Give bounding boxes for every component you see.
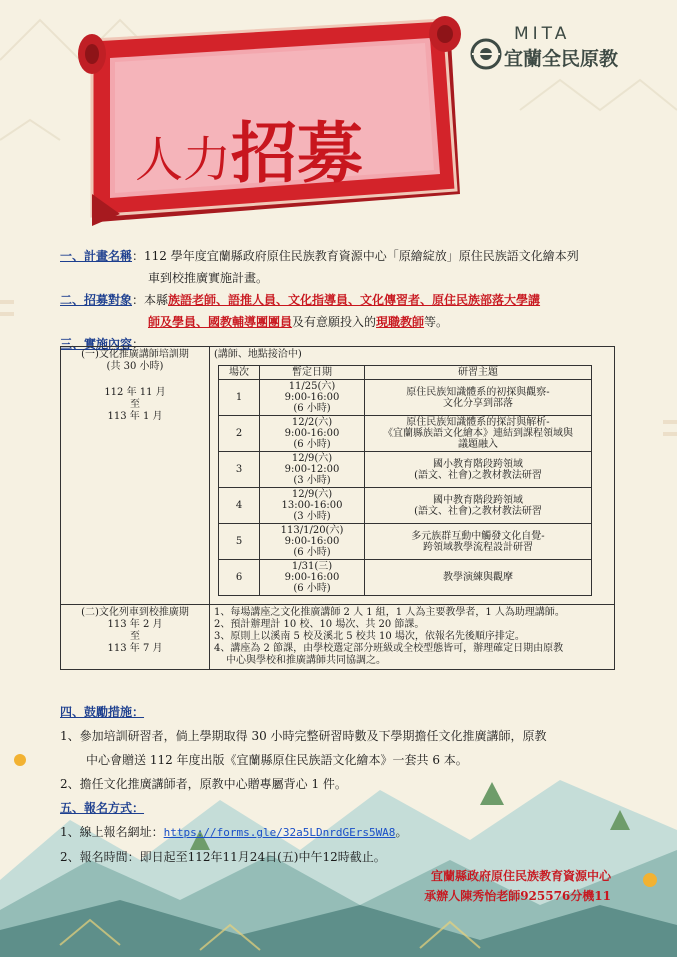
block1-date-to-word: 至 xyxy=(130,399,140,410)
session-time: 13:00-16:00 xyxy=(281,500,343,511)
section5-heading-text: 五、報名方式 xyxy=(60,801,133,815)
banner-title xyxy=(135,100,363,195)
session-topic xyxy=(365,452,592,488)
list-item: 4、講座為 2 節課，由學校選定部分班級或全校型態皆可，辦理確定日期由原教 xyxy=(214,643,564,654)
session-no: 3 xyxy=(219,452,260,488)
session-date-day: 113/1/20(六) xyxy=(280,525,344,536)
section2-line2 xyxy=(60,311,615,333)
session-date xyxy=(260,560,365,596)
session-topic xyxy=(365,560,592,596)
session-table-header xyxy=(219,366,592,380)
session-date xyxy=(260,452,365,488)
section1-heading: 一、計畫名稱 xyxy=(60,249,133,263)
section4-heading: 四、鼓勵措施： xyxy=(60,705,145,719)
footer-contact: 承辦人陳秀怡老師925576分機11 xyxy=(424,889,611,903)
block2-date-from: 113 年 2 月 xyxy=(107,619,163,630)
block2-date-to: 113 年 7 月 xyxy=(107,643,163,654)
table-row xyxy=(219,488,592,524)
block1-title: (一)文化推廣講師培訓期 xyxy=(81,349,189,360)
logo-name: 宜蘭全民原教 xyxy=(504,48,619,70)
section1-text-line2: 車到校推廣實施計畫。 xyxy=(148,271,269,285)
session-date-day: 11/25(六) xyxy=(288,381,336,392)
section4-item1-line1: 1、參加培訓研習者，倘上學期取得 30 小時完整研習時數及下學期擔任文化推廣講師，原教 xyxy=(60,729,547,743)
session-topic-line1: 多元族群互動中觸發文化自覺- xyxy=(411,530,545,542)
section5-item1-prefix: 1、線上報名網址： xyxy=(60,825,164,839)
block1-date-to: 113 年 1 月 xyxy=(107,411,163,422)
session-hours: (6 小時) xyxy=(293,583,331,594)
session-date-day: 12/2(六) xyxy=(291,417,333,428)
session-topic-line2: (語文、社會)之教材教法研習 xyxy=(414,469,542,481)
content-bottom xyxy=(60,700,620,869)
section4-heading-text: 四、鼓勵措施 xyxy=(60,705,133,719)
block1-hours: (共 30 小時) xyxy=(106,361,164,372)
header-date: 暫定日期 xyxy=(260,366,365,380)
logo-brand: MITA xyxy=(514,24,571,44)
registration-link[interactable]: https://forms.gle/32a5LDnrdGErs5WA8 xyxy=(163,826,396,839)
block2-row xyxy=(61,605,615,670)
section2-heading: 二、招募對象 xyxy=(60,293,133,307)
session-time: 9:00-16:00 xyxy=(284,428,340,439)
session-topic xyxy=(365,524,592,560)
session-no: 5 xyxy=(219,524,260,560)
table-row xyxy=(219,380,592,416)
session-topic-line2: (語文、社會)之教材教法研習 xyxy=(414,505,542,517)
session-topic xyxy=(365,416,592,452)
table-row xyxy=(219,560,592,596)
list-item: 中心與學校和推廣講師共同協調之。 xyxy=(226,655,386,666)
session-hours: (6 小時) xyxy=(293,403,331,414)
block2-title: (二)文化列車到校推廣期 xyxy=(81,607,189,618)
header-no: 場次 xyxy=(219,366,260,380)
section5-item1-suffix: 。 xyxy=(395,825,408,839)
section2-targets-line2: 師及學員、國教輔導團團員 xyxy=(148,315,293,329)
implementation-table xyxy=(60,346,615,670)
session-date xyxy=(260,524,365,560)
content-top xyxy=(60,245,615,355)
section2-suffix: 等。 xyxy=(424,315,449,329)
session-date xyxy=(260,416,365,452)
section4-item1-line2: 中心會贈送 112 年度出版《宜蘭縣原住民族語文化繪本》一套共 6 本。 xyxy=(86,753,468,767)
session-date-day: 12/9(六) xyxy=(291,453,333,464)
section2: 二、招募對象：本縣族語老師、語推人員、文化指導員、文化傳習者、原住民族部落大學講 xyxy=(60,293,541,307)
section4-item2: 2、擔任文化推廣講師者，原教中心贈專屬背心 1 件。 xyxy=(60,777,347,791)
block1-date-from: 112 年 11 月 xyxy=(104,387,166,398)
block2-date-to-word: 至 xyxy=(130,631,140,642)
footer xyxy=(424,866,611,906)
session-hours: (3 小時) xyxy=(293,475,331,486)
session-topic-line2: 文化分享到部落 xyxy=(443,397,513,409)
section2-middle: 及有意願投入的 xyxy=(292,315,377,329)
list-item: 1、每場講座之文化推廣講師 2 人 1 組，1 人為主要教學者，1 人為助理講師。 xyxy=(214,607,565,618)
table-row xyxy=(219,416,592,452)
section1: 一、計畫名稱：112 學年度宜蘭縣政府原住民族教育資源中心「原繪綻放」原住民族語文化繪本列 xyxy=(60,249,579,263)
section2-prefix: 本縣 xyxy=(144,293,169,307)
session-hours: (3 小時) xyxy=(293,511,331,522)
section5-item1 xyxy=(60,820,620,845)
session-topic-line1: 國小教育階段跨領域 xyxy=(433,458,523,470)
session-time: 9:00-12:00 xyxy=(284,464,340,475)
session-date xyxy=(260,488,365,524)
section3: 三、實施內容： xyxy=(60,337,145,351)
block2-label-cell xyxy=(61,605,210,670)
session-topic-line1: 原住民族知識體系的探討與解析- xyxy=(406,417,550,428)
session-no: 1 xyxy=(219,380,260,416)
session-time: 9:00-16:00 xyxy=(284,536,340,547)
session-no: 6 xyxy=(219,560,260,596)
block1-content-cell xyxy=(210,347,615,605)
session-topic-line1: 教學演練與觀摩 xyxy=(443,572,513,583)
session-topic-line3: 議題融入 xyxy=(458,439,498,450)
table-row xyxy=(219,452,592,488)
section2-targets-line1: 族語老師、語推人員、文化指導員、文化傳習者、原住民族部落大學講 xyxy=(168,293,541,307)
session-topic-line1: 國中教育階段跨領域 xyxy=(433,494,523,506)
table-row xyxy=(219,524,592,560)
session-hours: (6 小時) xyxy=(293,439,331,450)
session-topic-line1: 原住民族知識體系的初探與觀察- xyxy=(406,386,550,398)
footer-org: 宜蘭縣政府原住民族教育資源中心 xyxy=(430,869,611,883)
session-no: 2 xyxy=(219,416,260,452)
session-date-day: 1/31(三) xyxy=(291,561,333,572)
section1-line2 xyxy=(60,267,615,289)
block1-label-cell xyxy=(61,347,210,605)
session-topic xyxy=(365,488,592,524)
session-topic-line2: 跨領域教學流程設計研習 xyxy=(423,541,533,553)
section1-text-line1: 112 學年度宜蘭縣政府原住民族教育資源中心「原繪綻放」原住民族語文化繪本列 xyxy=(144,249,579,263)
session-table xyxy=(218,365,592,596)
session-time: 9:00-16:00 xyxy=(284,392,340,403)
section5-heading: 五、報名方式： xyxy=(60,801,145,815)
session-topic-line2: 《宜蘭縣族語文化繪本》連結到課程領域與 xyxy=(383,428,573,439)
session-hours: (6 小時) xyxy=(293,547,331,558)
list-item: 2、預計辦理計 10 校、10 場次、共 20 節課。 xyxy=(214,619,425,630)
block1-row xyxy=(61,347,615,605)
section3-heading: 三、實施內容 xyxy=(60,337,133,351)
logo xyxy=(470,24,660,74)
block2-content-cell xyxy=(210,605,615,670)
banner-title-part2: 招募 xyxy=(231,115,364,192)
session-date xyxy=(260,380,365,416)
session-time: 9:00-16:00 xyxy=(284,572,340,583)
banner-title-part1: 人力 xyxy=(135,132,232,188)
block1-note: (講師、地點接洽中) xyxy=(214,349,302,360)
session-no: 4 xyxy=(219,488,260,524)
section5-item2: 2、報名時間：即日起至112年11月24日(五)中午12時截止。 xyxy=(60,850,386,864)
list-item: 3、原則上以溪南 5 校及溪北 5 校共 10 場次，依報名先後順序排定。 xyxy=(214,631,525,642)
session-topic xyxy=(365,380,592,416)
header-topic: 研習主題 xyxy=(365,366,592,380)
section2-role: 現職教師 xyxy=(376,315,425,329)
session-date-day: 12/9(六) xyxy=(291,489,333,500)
